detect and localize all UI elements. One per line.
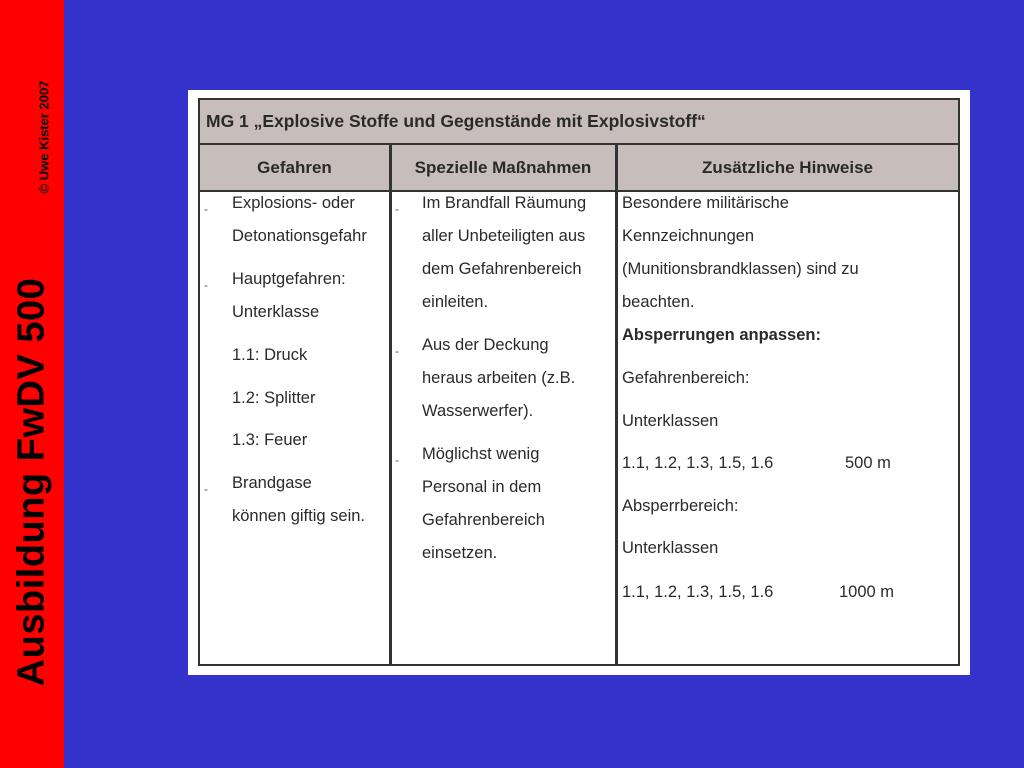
cell-text: Absperrbereich: xyxy=(622,497,739,515)
table-title-row xyxy=(200,100,958,145)
bullet-dash: - xyxy=(395,453,399,467)
distance-value: 500 m xyxy=(845,454,891,472)
bullet-dash: - xyxy=(204,482,208,496)
column-gefahren xyxy=(200,192,389,664)
cell-text: Unterklasse xyxy=(232,303,320,321)
column-header-massnahmen: Spezielle Maßnahmen xyxy=(391,145,615,192)
cell-text: Brandgase xyxy=(232,474,312,492)
bullet-dash: - xyxy=(395,202,399,216)
bullet-dash: - xyxy=(395,344,399,358)
column-massnahmen xyxy=(392,192,615,664)
cell-text: können giftig sein. xyxy=(232,507,366,525)
cell-text: einleiten. xyxy=(422,293,489,311)
cell-text: Unterklassen xyxy=(622,412,719,430)
distance-value: 1000 m xyxy=(839,583,895,601)
cell-text: 1.1: Druck xyxy=(232,346,308,364)
sidebar xyxy=(0,0,64,768)
cell-text: dem Gefahrenbereich xyxy=(422,260,582,278)
cell-text: Im Brandfall Räumung xyxy=(422,194,587,212)
cell-text: 1.1, 1.2, 1.3, 1.5, 1.6 xyxy=(622,583,774,601)
column-hinweise xyxy=(618,192,958,664)
cell-text: heraus arbeiten (z.B. xyxy=(422,369,576,387)
cell-text: beachten. xyxy=(622,293,695,311)
content-panel xyxy=(188,90,970,675)
bullet-dash: - xyxy=(204,202,208,216)
cell-text: Kennzeichnungen xyxy=(622,227,755,245)
cell-text: Möglichst wenig xyxy=(422,445,540,463)
cell-text-bold: Absperrungen anpassen: xyxy=(622,326,821,344)
cell-text: einsetzen. xyxy=(422,544,498,562)
sidebar-title: Ausbildung FwDV 500 xyxy=(10,277,53,687)
cell-text: Gefahrenbereich xyxy=(422,511,545,529)
cell-text: Wasserwerfer). xyxy=(422,402,534,420)
cell-text: Gefahrenbereich: xyxy=(622,369,750,387)
column-header-hinweise: Zusätzliche Hinweise xyxy=(617,145,958,192)
cell-text: 1.3: Feuer xyxy=(232,431,308,449)
cell-text: Detonationsgefahr xyxy=(232,227,367,245)
cell-text: 1.1, 1.2, 1.3, 1.5, 1.6 xyxy=(622,454,774,472)
cell-text: (Munitionsbrandklassen) sind zu xyxy=(622,260,859,278)
cell-text: 1.2: Splitter xyxy=(232,389,316,407)
cell-text: Unterklassen xyxy=(622,539,719,557)
cell-text: Hauptgefahren: xyxy=(232,270,346,288)
cell-text: Aus der Deckung xyxy=(422,336,549,354)
bullet-dash: - xyxy=(204,278,208,292)
cell-text: Personal in dem xyxy=(422,478,542,496)
cell-text: Besondere militärische xyxy=(622,194,789,212)
cell-text: Explosions- oder xyxy=(232,194,355,212)
copyright-text: © Uwe Kister 2007 xyxy=(36,80,52,194)
column-header-gefahren: Gefahren xyxy=(200,145,389,192)
cell-text: aller Unbeteiligten aus xyxy=(422,227,586,245)
info-table xyxy=(198,98,960,666)
table-title: MG 1 „Explosive Stoffe und Gegenstände mit Explosivstoff“ xyxy=(206,111,706,131)
